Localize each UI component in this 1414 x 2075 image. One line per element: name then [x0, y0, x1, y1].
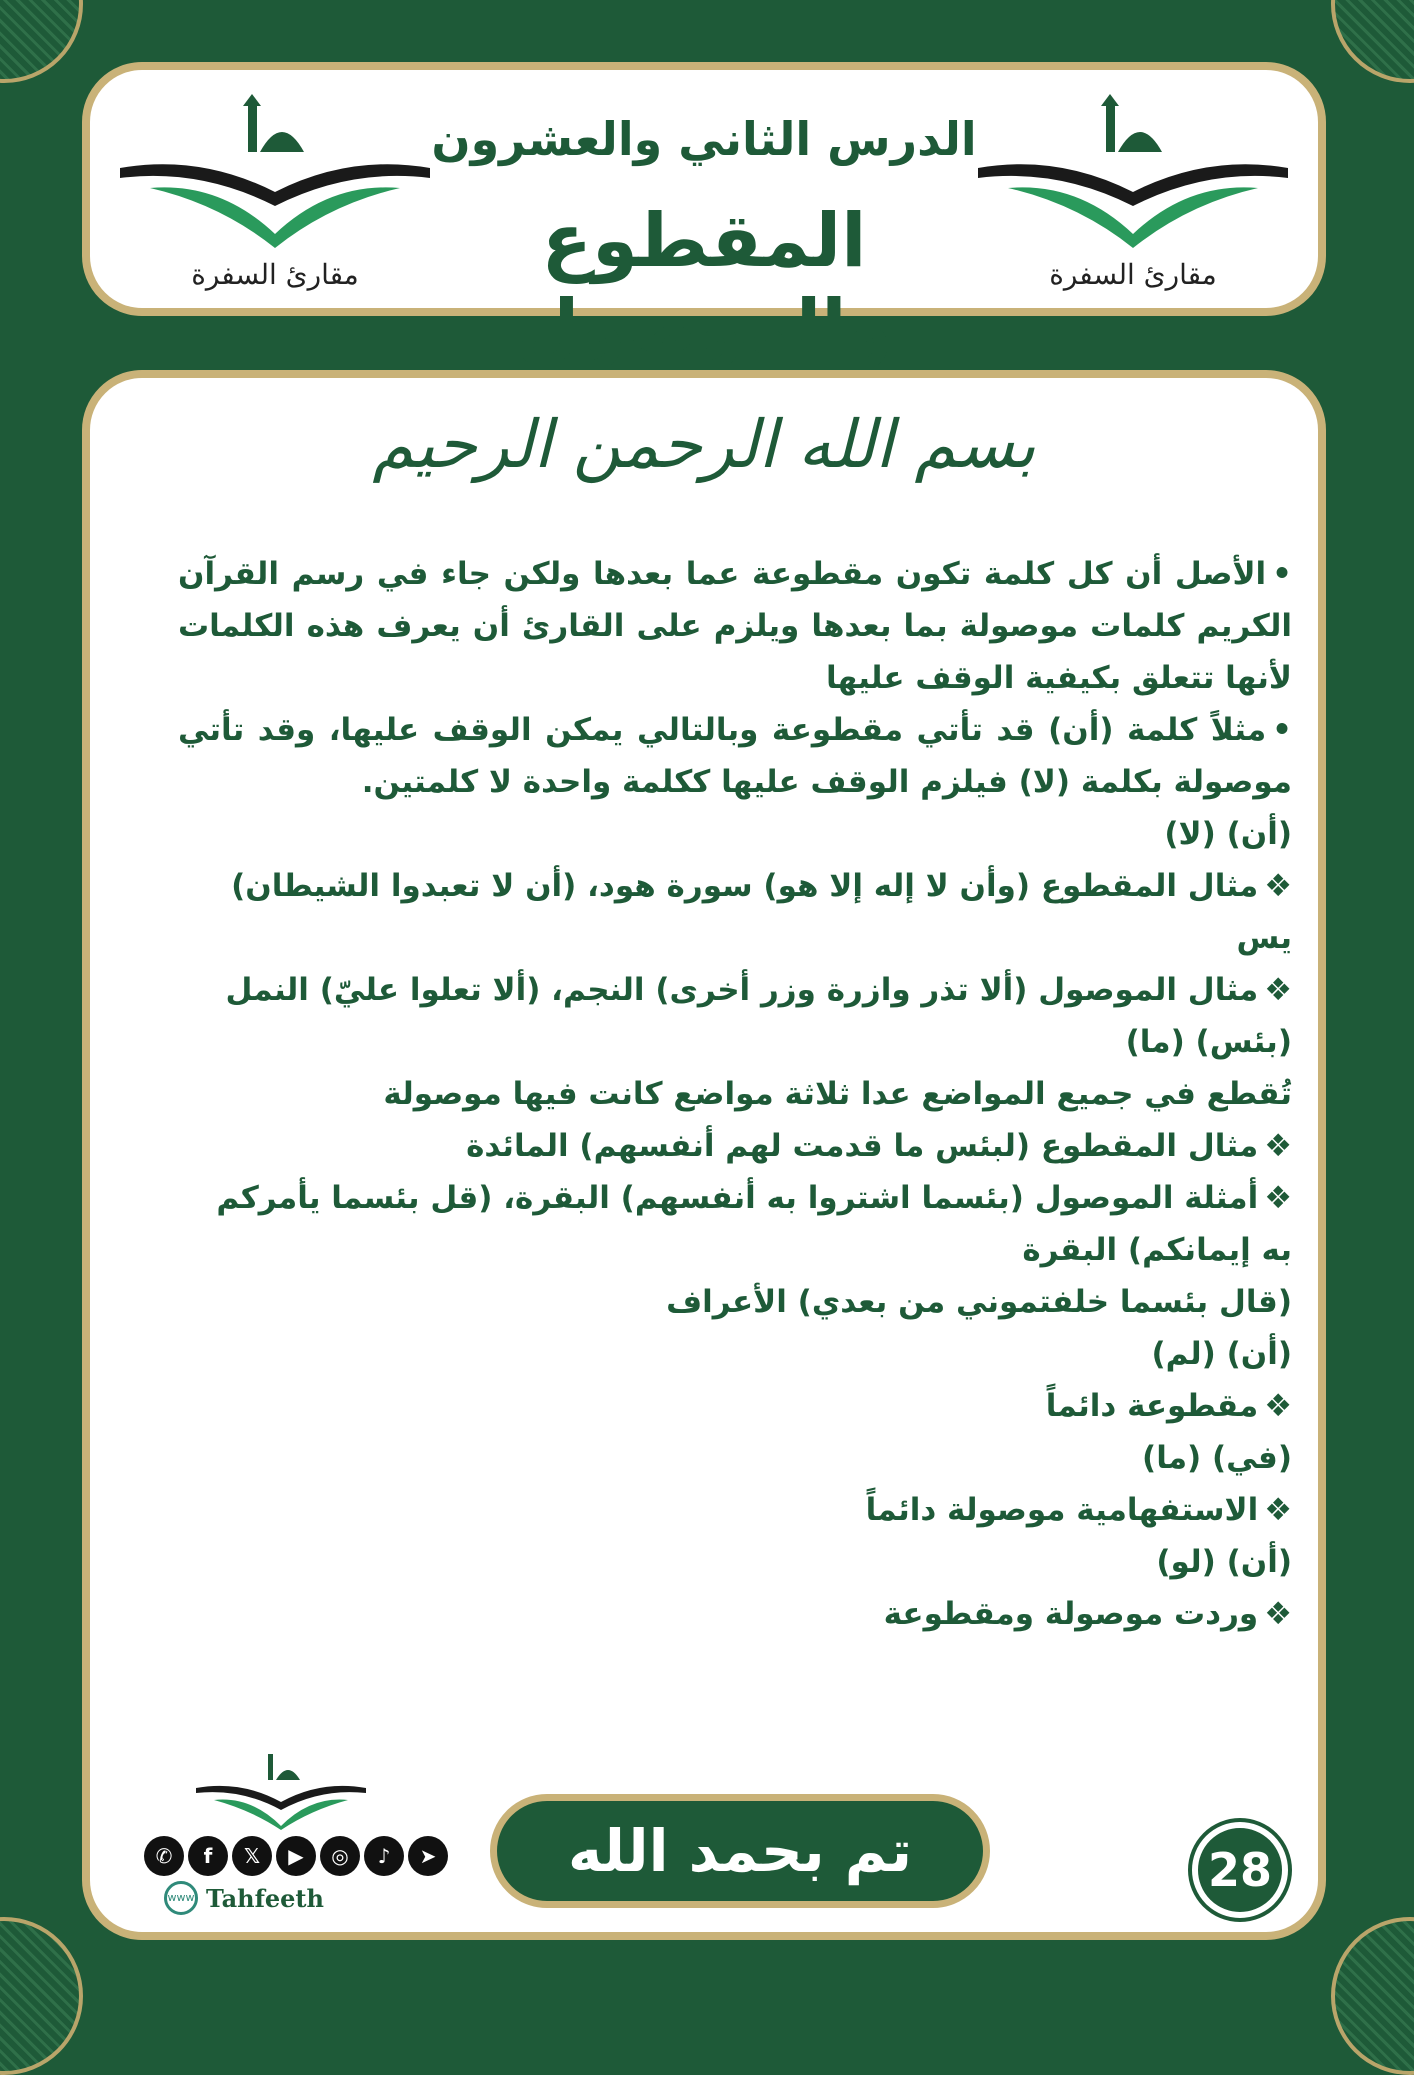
content-line [178, 548, 1292, 704]
page-title: المقطوع والموصول [515, 198, 893, 370]
content-text: الأصل أن كل كلمة تكون مقطوعة عما بعدها ولكن جاء في رسم القرآن الكريم كلمات موصولة بما بعدها ويلزم على القارئ أن يعرف هذه الكلمات لأنها تتعلق بكيفية الوقف عليها [178, 556, 1292, 696]
logo [978, 92, 1288, 302]
bullet-icon: • [1272, 556, 1292, 592]
telegram-icon[interactable]: ➤ [408, 1836, 448, 1876]
bullet-icon: ❖ [1264, 1180, 1292, 1216]
content-line [178, 1536, 1292, 1588]
content-line [178, 964, 1292, 1016]
content-line [178, 808, 1292, 860]
bullet-icon: ❖ [1264, 868, 1292, 904]
content-line [178, 1172, 1292, 1276]
content-text: (أن) (لم) [1151, 1336, 1292, 1372]
content-text: (أن) (لا) [1164, 816, 1292, 852]
ornament-corner-bottom-left [0, 1917, 83, 2075]
whatsapp-icon[interactable]: ✆ [144, 1836, 184, 1876]
logo [120, 92, 430, 302]
bullet-icon: ❖ [1264, 1388, 1292, 1424]
content-text: الاستفهامية موصولة دائماً [865, 1492, 1259, 1528]
lesson-content [178, 548, 1292, 1640]
logo-caption: مقارئ السفرة [191, 258, 359, 291]
book-mosque-icon [978, 92, 1288, 262]
brand-name: Tahfeeth [206, 1883, 324, 1913]
content-text: (في) (ما) [1142, 1440, 1292, 1476]
content-text: وردت موصولة ومقطوعة [883, 1596, 1259, 1632]
content-line [178, 1380, 1292, 1432]
content-text: (بئس) (ما) [1125, 1024, 1292, 1060]
bullet-icon: ❖ [1264, 1596, 1292, 1632]
facebook-icon[interactable]: f [188, 1836, 228, 1876]
content-text: مثال المقطوع (وأن لا إله إلا هو) سورة هود، (أن لا تعبدوا الشيطان) يس [231, 868, 1292, 956]
instagram-icon[interactable]: ◎ [320, 1836, 360, 1876]
content-text: (قال بئسما خلفتموني من بعدي) الأعراف [666, 1284, 1292, 1320]
basmala: بسم الله الرحمن الرحيم [372, 406, 1036, 483]
content-line [178, 860, 1292, 964]
bullet-icon: ❖ [1264, 1128, 1292, 1164]
page-number: 28 [1192, 1822, 1288, 1918]
x-icon[interactable]: 𝕏 [232, 1836, 272, 1876]
content-line [178, 1484, 1292, 1536]
bullet-icon: • [1272, 712, 1292, 748]
content-text: تُقطع في جميع المواضع عدا ثلاثة مواضع كانت فيها موصولة [383, 1076, 1292, 1112]
footer-logo-icon [196, 1750, 366, 1830]
logo-caption: مقارئ السفرة [1049, 258, 1217, 291]
content-text: مثال المقطوع (لبئس ما قدمت لهم أنفسهم) المائدة [466, 1128, 1259, 1164]
content-text: مثلاً كلمة (أن) قد تأتي مقطوعة وبالتالي يمكن الوقف عليها، وقد تأتي موصولة بكلمة (لا) فيلزم الوقف عليها ككلمة واحدة لا كلمتين. [178, 712, 1292, 800]
content-text: أمثلة الموصول (بئسما اشتروا به أنفسهم) البقرة، (قل بئسما يأمركم به إيمانكم) البقرة [216, 1180, 1292, 1268]
tiktok-icon[interactable]: ♪ [364, 1836, 404, 1876]
content-line [178, 1120, 1292, 1172]
content-line [178, 1276, 1292, 1328]
globe-icon: www [164, 1881, 198, 1915]
content-text: مثال الموصول (ألا تذر وازرة وزر أخرى) النجم، (ألا تعلوا عليّ) النمل [225, 972, 1259, 1008]
content-line [178, 1328, 1292, 1380]
bullet-icon: ❖ [1264, 1492, 1292, 1528]
bullet-icon: ❖ [1264, 972, 1292, 1008]
content-line [178, 1432, 1292, 1484]
content-line [178, 704, 1292, 808]
content-text: مقطوعة دائماً [1045, 1388, 1259, 1424]
brand [164, 1878, 324, 1918]
lesson-number: الدرس الثاني والعشرون [431, 112, 977, 166]
closing-banner: تم بحمد الله [490, 1794, 990, 1908]
ornament-corner-bottom-right [1331, 1917, 1414, 2075]
content-card [82, 370, 1326, 1940]
content-line [178, 1068, 1292, 1120]
header-card [82, 62, 1326, 370]
book-mosque-icon [120, 92, 430, 262]
content-text: (أن) (لو) [1156, 1544, 1292, 1580]
content-line [178, 1016, 1292, 1068]
content-line [178, 1588, 1292, 1640]
ornament-corner-top-right [1331, 0, 1414, 83]
ornament-corner-top-left [0, 0, 83, 83]
youtube-icon[interactable]: ▶ [276, 1836, 316, 1876]
social-links [144, 1836, 448, 1878]
